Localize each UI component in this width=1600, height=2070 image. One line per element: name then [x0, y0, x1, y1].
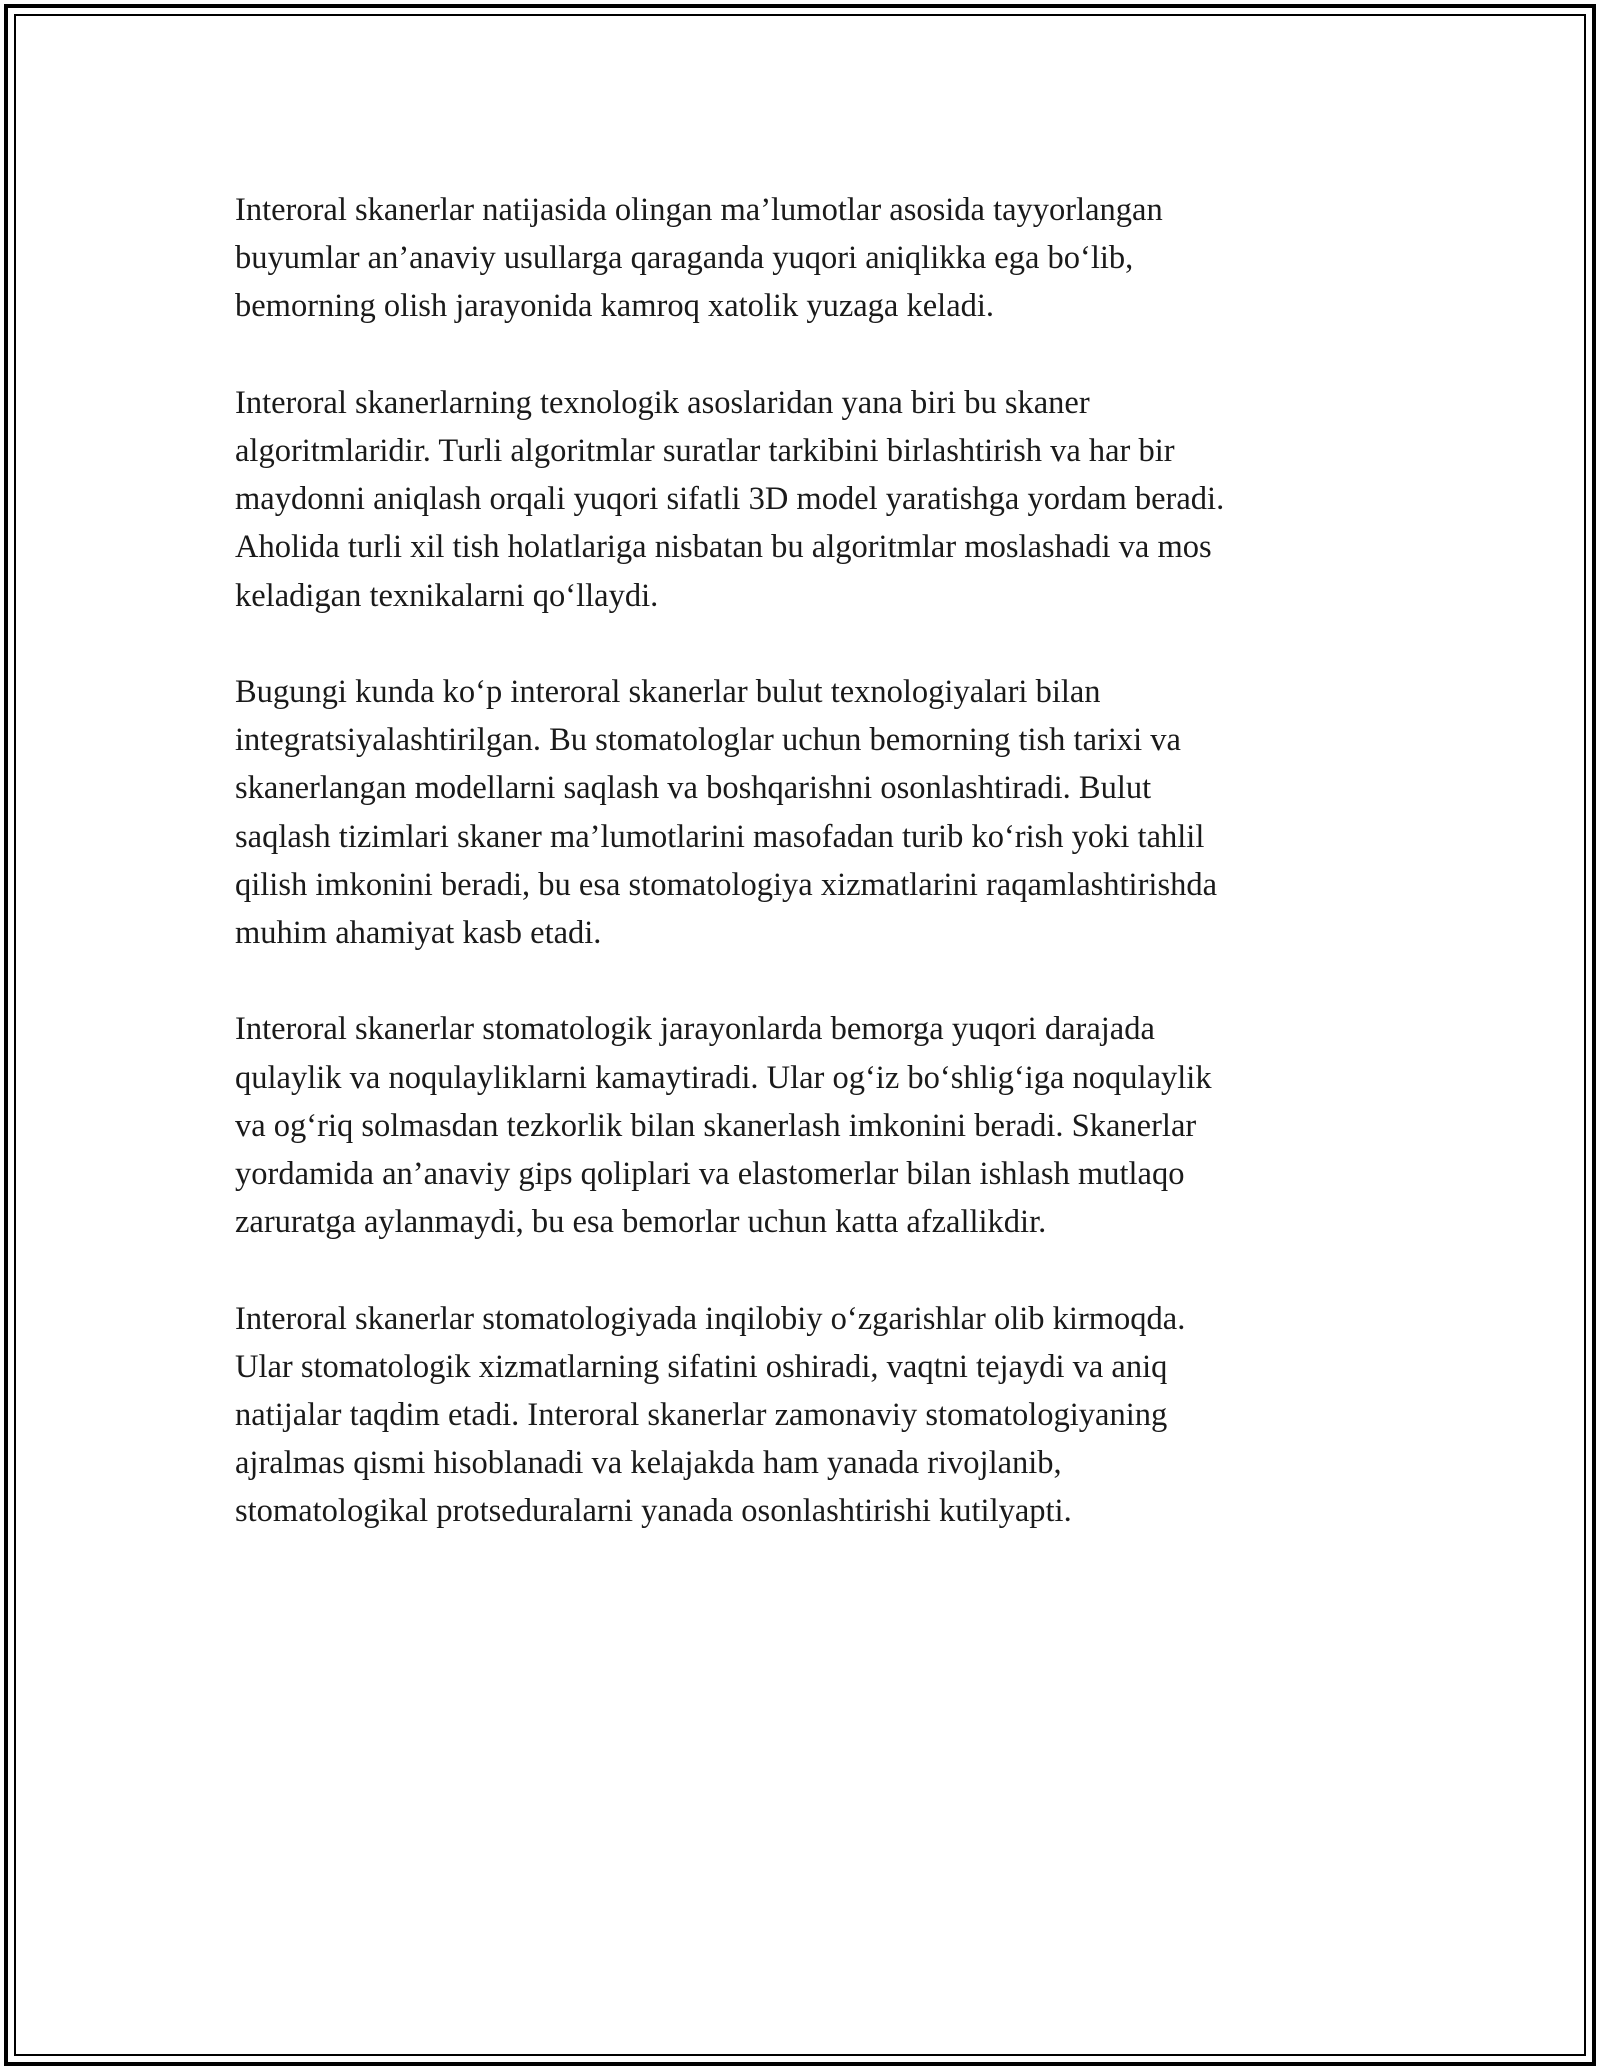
paragraph-1: Interoral skanerlar natijasida olingan ma’lumotlar asosida tayyorlangan buyumlar an’anaviy usullarga qaraganda yuqori aniqlikka ega bo‘lib, bemorning olish jarayonida kamroq xatolik yuzaga keladi.	[235, 192, 1163, 325]
document-body	[235, 186, 1375, 1584]
paragraph-2: Interoral skanerlarning texnologik asoslaridan yana biri bu skaner algoritmlaridir. Turli algoritmlar suratlar tarkibini birlashtirish va har bir maydonni aniqlash orqali yuqori sifatli 3D model yaratishga yordam beradi. Aholida turli xil tish holatlariga nisbatan bu algoritmlar moslashadi va mos keladigan texnikalarni qo‘llaydi.	[235, 384, 1225, 614]
paragraph-5: Interoral skanerlar stomatologiyada inqilobiy o‘zgarishlar olib kirmoqda. Ular stomatologik xizmatlarning sifatini oshiradi, vaqtni tejaydi va aniq natijalar taqdim etadi. Interoral skanerlar zamonaviy stomatologiyaning ajralmas qismi hisoblanadi va kelajakda ham yanada rivojlanib, stomatologikal protseduralarni yanada osonlashtirishi kutilyapti.	[235, 1300, 1186, 1530]
paragraph-4: Interoral skanerlar stomatologik jarayonlarda bemorga yuqori darajada qulaylik va noqulayliklarni kamaytiradi. Ular og‘iz bo‘shlig‘iga noqulaylik va og‘riq solmasdan tezkorlik bilan skanerlash imkonini beradi. Skanerlar yordamida an’anaviy gips qoliplari va elastomerlar bilan ishlash mutlaqo zaruratga aylanmaydi, bu esa bemorlar uchun katta afzallikdir.	[235, 1011, 1212, 1241]
paragraph-3: Bugungi kunda ko‘p interoral skanerlar bulut texnologiyalari bilan integratsiyalashtirilgan. Bu stomatologlar uchun bemorning tish tarixi va skanerlangan modellarni saqlash va boshqarishni osonlashtiradi. Bulut saqlash tizimlari skaner ma’lumotlarini masofadan turib ko‘rish yoki tahlil qilish imkonini beradi, bu esa stomatologiya xizmatlarini raqamlashtirishda muhim ahamiyat kasb etadi.	[235, 674, 1218, 952]
